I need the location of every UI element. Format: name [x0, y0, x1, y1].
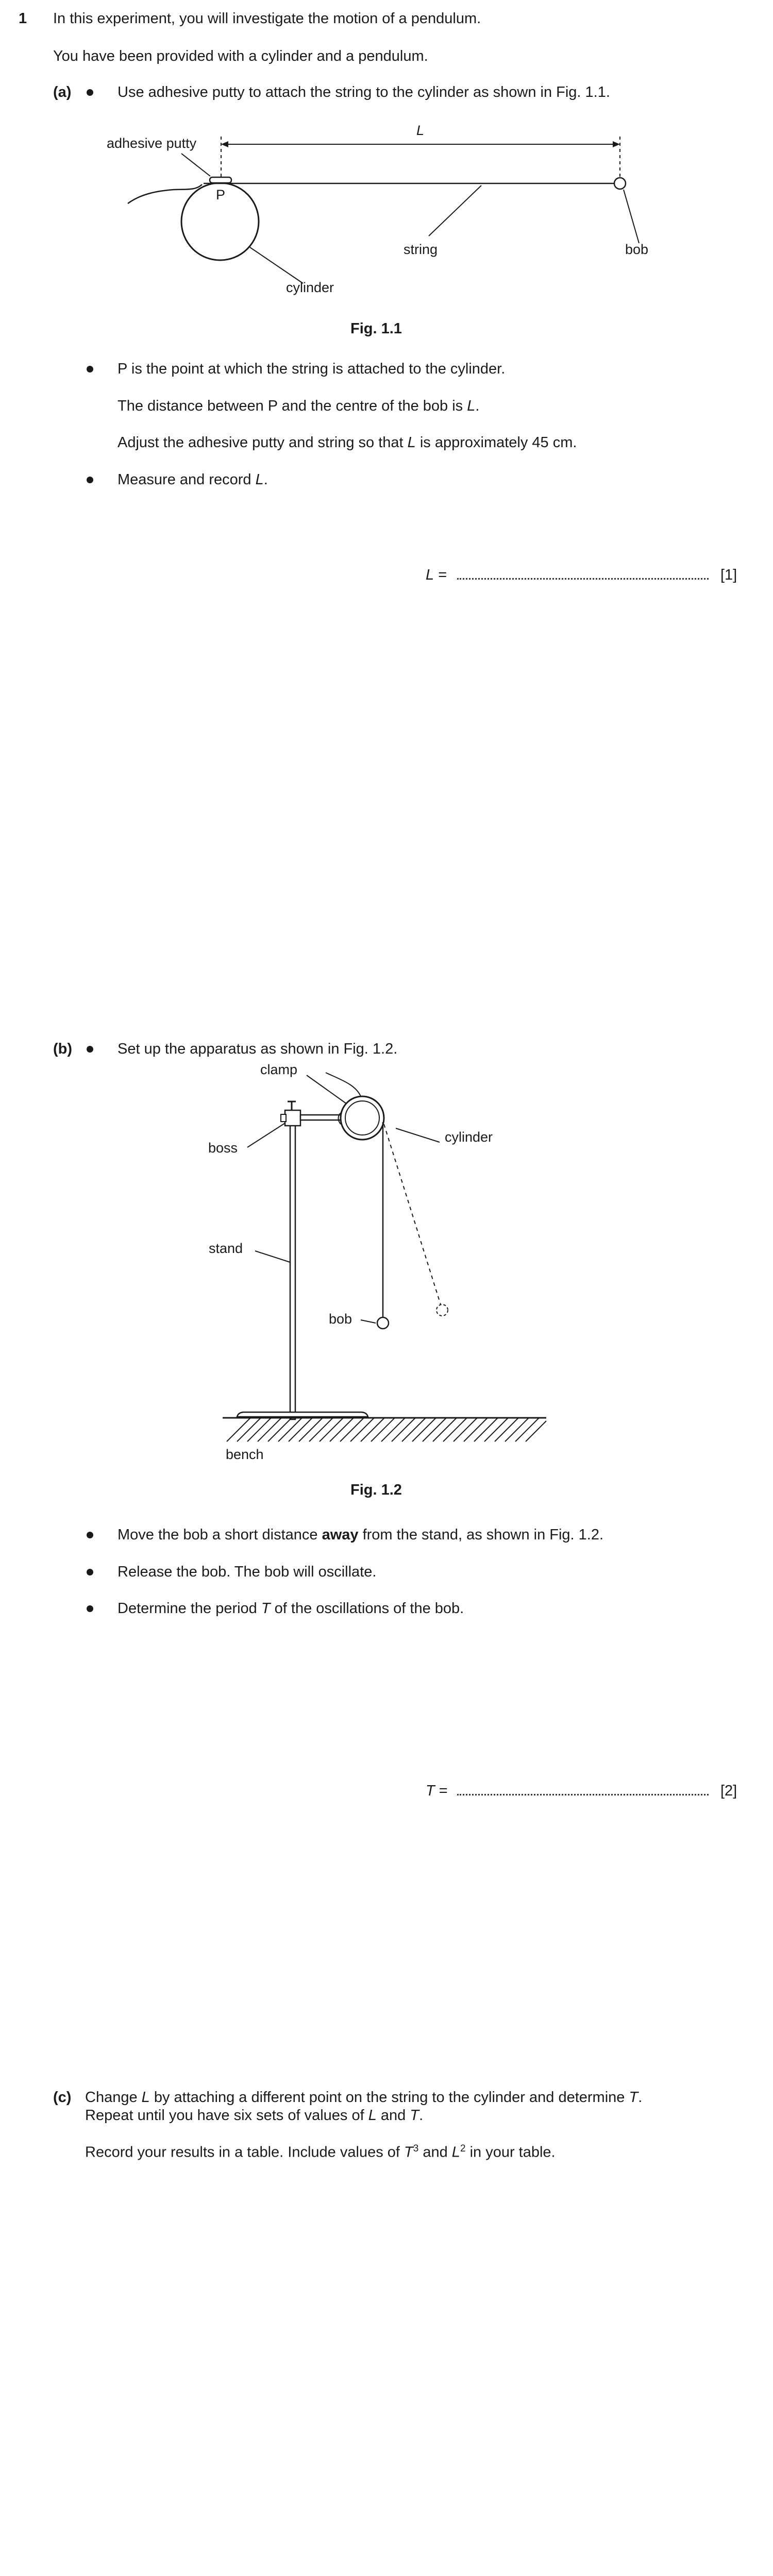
part-b-step1: Set up the apparatus as shown in Fig. 1.2. — [117, 1041, 398, 1057]
intro-text: In this experiment, you will investigate the motion of a pendulum. — [53, 10, 481, 27]
label-adhesive-putty: adhesive putty — [107, 135, 197, 151]
answer-line-T[interactable] — [457, 1794, 709, 1795]
label-bench: bench — [226, 1447, 264, 1462]
label-string: string — [404, 242, 438, 257]
bob-circle — [614, 178, 626, 189]
stand-rod — [290, 1115, 295, 1419]
release-text: Release the bob. The bob will oscillate. — [117, 1564, 377, 1580]
stand-base — [237, 1412, 368, 1417]
label-stand: stand — [209, 1241, 243, 1256]
part-c-line1: Change L by attaching a different point on the string to the cylinder and determine T. — [85, 2089, 643, 2106]
marks-a: [1] — [720, 567, 737, 583]
boss — [285, 1110, 300, 1126]
part-c-label: (c) — [53, 2089, 72, 2106]
bullet — [87, 1569, 93, 1575]
distance-text: The distance between P and the centre of the bob is L. — [117, 398, 480, 414]
part-b-label: (b) — [53, 1041, 73, 1057]
part-a-step1: Use adhesive putty to attach the string to the cylinder as shown in Fig. 1.1. — [117, 84, 610, 100]
label-boss: boss — [208, 1140, 238, 1156]
bob-circle — [377, 1317, 389, 1329]
label-clamp: clamp — [260, 1062, 298, 1077]
answer-label-T: T = — [426, 1783, 448, 1799]
bullet — [87, 1605, 93, 1612]
label-cylinder: cylinder — [445, 1129, 493, 1145]
label-L: L — [416, 123, 425, 138]
bullet — [87, 1532, 93, 1538]
bullet — [87, 366, 93, 372]
bullet — [87, 1046, 93, 1053]
point-p-text: P is the point at which the string is attached to the cylinder. — [117, 361, 506, 377]
figure-1-2 — [0, 1061, 773, 1473]
answer-line-L[interactable] — [457, 578, 709, 580]
bullet — [87, 89, 93, 96]
answer-label-L: L = — [426, 567, 447, 583]
determine-text: Determine the period T of the oscillations of the bob. — [117, 1600, 464, 1617]
part-c-line2: Repeat until you have six sets of values of L and T. — [85, 2107, 424, 2124]
measure-text: Measure and record L. — [117, 471, 268, 488]
bullet — [87, 477, 93, 483]
label-bob: bob — [625, 242, 649, 257]
adhesive-putty-shape — [210, 177, 231, 183]
adjust-text: Adjust the adhesive putty and string so that L is approximately 45 cm. — [117, 434, 577, 451]
part-a-label: (a) — [53, 84, 72, 100]
fig-1-1-caption: Fig. 1.1 — [350, 320, 402, 337]
part-c-record: Record your results in a table. Include values of $T^3$ and $L^2$ in your table. — [85, 2143, 556, 2161]
provided-text: You have been provided with a cylinder and a pendulum. — [53, 48, 428, 64]
label-cylinder: cylinder — [286, 280, 334, 295]
question-number: 1 — [19, 10, 27, 27]
marks-b: [2] — [720, 1783, 737, 1799]
move-text: Move the bob a short distance away from the stand, as shown in Fig. 1.2. — [117, 1527, 604, 1543]
figure-1-1 — [0, 108, 773, 325]
label-P: P — [216, 187, 226, 202]
label-bob: bob — [329, 1311, 352, 1327]
fig-1-2-caption: Fig. 1.2 — [350, 1482, 402, 1498]
